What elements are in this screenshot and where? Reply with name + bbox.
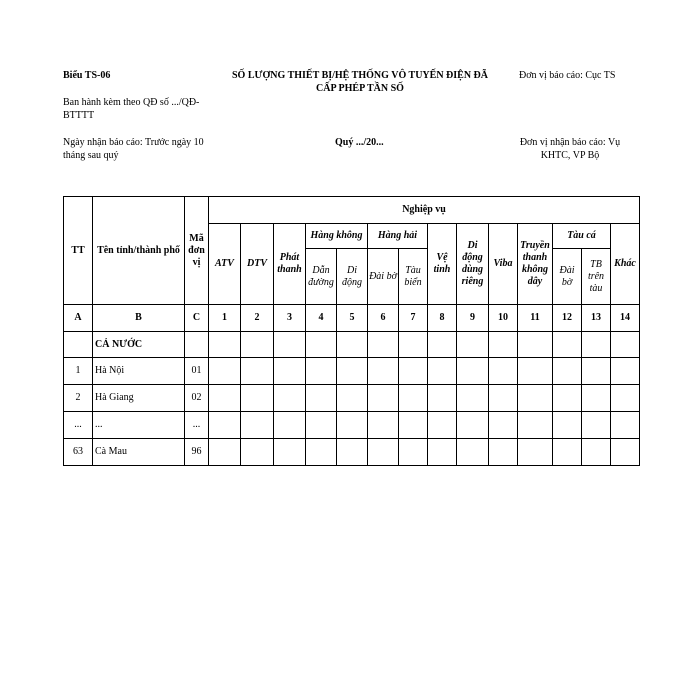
table-cell [457, 439, 489, 466]
report-table [63, 196, 640, 466]
header-viba: Viba [489, 224, 518, 305]
header-atv: ATV [209, 224, 241, 305]
issued-by-line2: BTTTT [63, 110, 95, 121]
header-fishing-onboard-line1: TB [590, 258, 602, 270]
table-cell [457, 412, 489, 439]
header-maritime-ship-line1: Tàu [405, 264, 421, 276]
table-cell [611, 332, 640, 358]
table-row [64, 385, 640, 412]
table-cell [399, 412, 428, 439]
table-cell [518, 385, 553, 412]
header-fishing-onboard-line3: tàu [589, 282, 603, 294]
index-cell: 4 [306, 305, 337, 332]
table-cell [274, 439, 306, 466]
table-cell [428, 412, 457, 439]
index-cell: 9 [457, 305, 489, 332]
row-unit-code: 01 [185, 358, 209, 385]
header-unit-code-line2: đơn [188, 244, 205, 256]
table-cell [185, 332, 209, 358]
header-wireless-line2: thanh [522, 252, 548, 263]
table-cell [368, 412, 399, 439]
header-fishing-onboard [582, 249, 611, 305]
table-cell [518, 412, 553, 439]
table-cell [306, 358, 337, 385]
receiving-unit-line1: Đơn vị nhận báo cáo: Vụ [519, 137, 621, 148]
table-cell [489, 358, 518, 385]
table-cell [337, 358, 368, 385]
table-cell [611, 439, 640, 466]
table-cell [368, 439, 399, 466]
index-cell: A [64, 305, 93, 332]
index-cell: 12 [553, 305, 582, 332]
table-cell [274, 412, 306, 439]
table-cell [611, 412, 640, 439]
index-cell: B [93, 305, 185, 332]
header-satellite [428, 224, 457, 305]
header-tt: TT [64, 197, 93, 305]
header-aviation-nav-line1: Dẫn [312, 264, 330, 276]
table-cell [399, 385, 428, 412]
index-row [64, 305, 640, 332]
table-cell [399, 439, 428, 466]
table-cell [368, 358, 399, 385]
header-fishing-shore [553, 249, 582, 305]
table-cell [553, 412, 582, 439]
header-fishing-onboard-line2: trên [587, 270, 605, 282]
row-tt: 63 [64, 439, 93, 466]
index-cell: 13 [582, 305, 611, 332]
table-cell [428, 439, 457, 466]
index-cell: 1 [209, 305, 241, 332]
report-title-line1: SỐ LƯỢNG THIẾT BỊ/HỆ THỐNG VÔ TUYẾN ĐIỆN ĐÃ [232, 70, 488, 81]
header-aviation-group: Hàng không [306, 224, 368, 249]
table-cell [582, 332, 611, 358]
index-cell: 6 [368, 305, 399, 332]
header-wireless-line4: dây [527, 276, 543, 287]
table-cell [368, 385, 399, 412]
index-cell: C [185, 305, 209, 332]
header-aviation-mobile-line2: động [342, 276, 362, 288]
header-unit-code [185, 197, 209, 305]
report-deadline-line1: Ngày nhận báo cáo: Trước ngày 10 [63, 137, 204, 148]
total-label: CẢ NƯỚC [93, 332, 185, 358]
table-cell [582, 439, 611, 466]
table-cell [457, 385, 489, 412]
table-cell [489, 385, 518, 412]
row-province: Cà Mau [93, 439, 185, 466]
table-cell [553, 385, 582, 412]
table-cell [582, 385, 611, 412]
header-wireless-line1: Truyền [520, 240, 550, 251]
report-deadline [63, 136, 204, 162]
header-aviation-mobile [337, 249, 368, 305]
table-cell [337, 439, 368, 466]
table-cell [274, 332, 306, 358]
index-cell: 11 [518, 305, 553, 332]
table-cell [399, 332, 428, 358]
row-unit-code: 96 [185, 439, 209, 466]
header-maritime-coast: Đài bờ [368, 249, 399, 305]
header-satellite-line2: tinh [433, 264, 451, 275]
header-fishing-group: Tàu cá [553, 224, 611, 249]
report-title-line2: CẤP PHÉP TẦN SỐ [316, 83, 404, 94]
table-cell [489, 412, 518, 439]
table-cell [306, 439, 337, 466]
table-cell [611, 385, 640, 412]
header-fishing-shore-line1: Đài [559, 264, 575, 276]
header-aviation-nav [306, 249, 337, 305]
header-unit-code-line3: vị [192, 256, 201, 268]
table-cell [306, 332, 337, 358]
table-cell [518, 439, 553, 466]
header-private-mobile-line4: riêng [461, 276, 484, 287]
table-cell [241, 412, 274, 439]
table-cell [209, 358, 241, 385]
report-title [210, 69, 510, 95]
header-province: Tên tỉnh/thành phố [93, 197, 185, 305]
row-province: Hà Nội [93, 358, 185, 385]
table-cell [209, 385, 241, 412]
table-cell [368, 332, 399, 358]
header-private-mobile-line1: Di [467, 240, 478, 251]
header-dtv: DTV [241, 224, 274, 305]
total-row [64, 332, 640, 358]
issued-by [63, 96, 199, 122]
index-cell: 5 [337, 305, 368, 332]
table-cell [428, 385, 457, 412]
table-cell [241, 439, 274, 466]
report-deadline-line2: tháng sau quý [63, 150, 119, 161]
table-cell [209, 412, 241, 439]
row-tt: ... [64, 412, 93, 439]
table-cell [582, 358, 611, 385]
index-cell: 7 [399, 305, 428, 332]
table-cell [306, 412, 337, 439]
total-tt-cell [64, 332, 93, 358]
header-maritime-group: Hàng hải [368, 224, 428, 249]
table-cell [553, 358, 582, 385]
table-row [64, 412, 640, 439]
index-cell: 2 [241, 305, 274, 332]
table-cell [274, 358, 306, 385]
table-cell [428, 358, 457, 385]
table-row [64, 358, 640, 385]
row-tt: 1 [64, 358, 93, 385]
table-cell [209, 332, 241, 358]
header-satellite-line1: Vệ [436, 252, 448, 263]
header-maritime-ship-line2: biển [404, 276, 422, 288]
table-cell [399, 358, 428, 385]
header-broadcast [274, 224, 306, 305]
table-cell [209, 439, 241, 466]
table-cell [428, 332, 457, 358]
receiving-unit-line2: KHTC, VP Bộ [540, 150, 600, 161]
table-cell [457, 358, 489, 385]
table-row [64, 439, 640, 466]
row-province: ... [93, 412, 185, 439]
table-cell [518, 358, 553, 385]
table-cell [337, 385, 368, 412]
receiving-unit [505, 136, 635, 162]
table-cell [274, 385, 306, 412]
header-wireless-line3: không [521, 264, 549, 275]
row-unit-code: 02 [185, 385, 209, 412]
table-cell [457, 332, 489, 358]
index-cell: 3 [274, 305, 306, 332]
table-cell [553, 439, 582, 466]
header-other: Khác [611, 224, 640, 305]
index-cell: 8 [428, 305, 457, 332]
table-cell [337, 412, 368, 439]
index-cell: 10 [489, 305, 518, 332]
table-cell [241, 358, 274, 385]
table-cell [518, 332, 553, 358]
table-cell [489, 332, 518, 358]
header-services-group: Nghiệp vụ [209, 197, 640, 224]
header-aviation-nav-line2: đường [308, 276, 334, 288]
header-private-mobile-line3: dùng [461, 264, 484, 275]
reporting-unit: Đơn vị báo cáo: Cục TS [519, 70, 616, 81]
header-broadcast-line2: thanh [277, 264, 302, 275]
table-cell [337, 332, 368, 358]
table-cell [241, 332, 274, 358]
header-private-mobile-line2: động [462, 252, 483, 263]
header-wireless-broadcast [518, 224, 553, 305]
table-cell [611, 358, 640, 385]
table-cell [306, 385, 337, 412]
table-cell [553, 332, 582, 358]
header-broadcast-line1: Phát [279, 252, 300, 263]
header-fishing-shore-line2: bờ [561, 276, 573, 288]
issued-by-line1: Ban hành kèm theo QĐ số .../QĐ- [63, 97, 200, 108]
header-aviation-mobile-line1: Di [347, 264, 357, 276]
row-unit-code: ... [185, 412, 209, 439]
index-cell: 14 [611, 305, 640, 332]
row-tt: 2 [64, 385, 93, 412]
table-cell [489, 439, 518, 466]
header-private-mobile [457, 224, 489, 305]
table-cell [241, 385, 274, 412]
header-maritime-ship [399, 249, 428, 305]
table-cell [582, 412, 611, 439]
row-province: Hà Giang [93, 385, 185, 412]
form-code: Biểu TS-06 [63, 70, 111, 81]
quarter-label: Quý .../20... [335, 137, 384, 148]
header-unit-code-line1: Mã [189, 232, 204, 244]
